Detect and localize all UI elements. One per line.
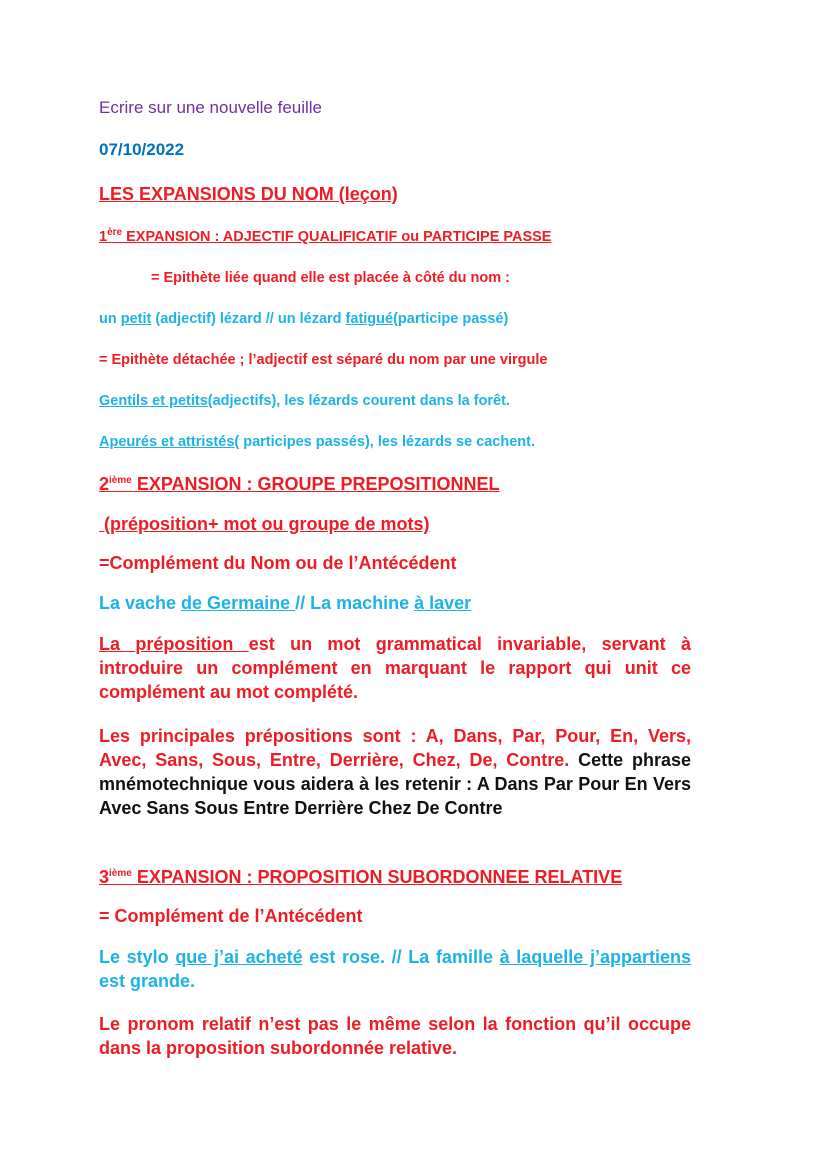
expansion-2-heading: 2ième EXPANSION : GROUPE PREPOSITIONNEL <box>99 474 500 494</box>
example-adjectifs: Gentils et petits(adjectifs), les lézards courent dans la forêt. <box>99 393 510 409</box>
principales-prepositions: Les principales prépositions sont : A, Dans, Par, Pour, En, Vers, Avec, Sans, Sous, Entre, Derrière, Chez, De, Contre. Cette phrase mnémotechnique vous aidera à les retenir : A Dans Par Pour En Vers Avec Sans Sous Entre Derrière Chez De Contre <box>99 726 691 818</box>
complement-antecedent: = Complément de l’Antécédent <box>99 906 363 926</box>
epithete-liee: = Epithète liée quand elle est placée à côté du nom : <box>151 270 510 286</box>
pronom-relatif-note: Le pronom relatif n’est pas le même selon la fonction qu’il occupe dans la proposition subordonnée relative. <box>99 1014 691 1058</box>
preposition-definition: La préposition est un mot grammatical invariable, servant à introduire un complément en marquant le rapport qui unit ce complément au mot complété. <box>99 634 691 702</box>
epithete-detachee: = Epithète détachée ; l’adjectif est séparé du nom par une virgule <box>99 352 548 368</box>
expansion-1-heading: 1ère EXPANSION : ADJECTIF QUALIFICATIF ou PARTICIPE PASSE <box>99 227 552 245</box>
date: 07/10/2022 <box>99 140 185 159</box>
example-groupe-prepositionnel: La vache de Germaine // La machine à laver <box>99 593 472 613</box>
example-participes: Apeurés et attristés( participes passés), les lézards se cachent. <box>99 434 536 450</box>
example-relative: Le stylo que j’ai acheté est rose. // La famille à laquelle j’appartiens est grande. <box>99 947 691 991</box>
expansion-2-subheading: (préposition+ mot ou groupe de mots) <box>99 514 430 534</box>
expansion-3-heading: 3ième EXPANSION : PROPOSITION SUBORDONNEE RELATIVE <box>99 867 623 887</box>
example-epithete-liee: un petit (adjectif) lézard // un lézard fatigué(participe passé) <box>99 311 509 327</box>
complement-du-nom: =Complément du Nom ou de l’Antécédent <box>99 553 457 573</box>
intro-text: Ecrire sur une nouvelle feuille <box>99 98 323 117</box>
lesson-title: LES EXPANSIONS DU NOM (leçon) <box>99 184 398 204</box>
